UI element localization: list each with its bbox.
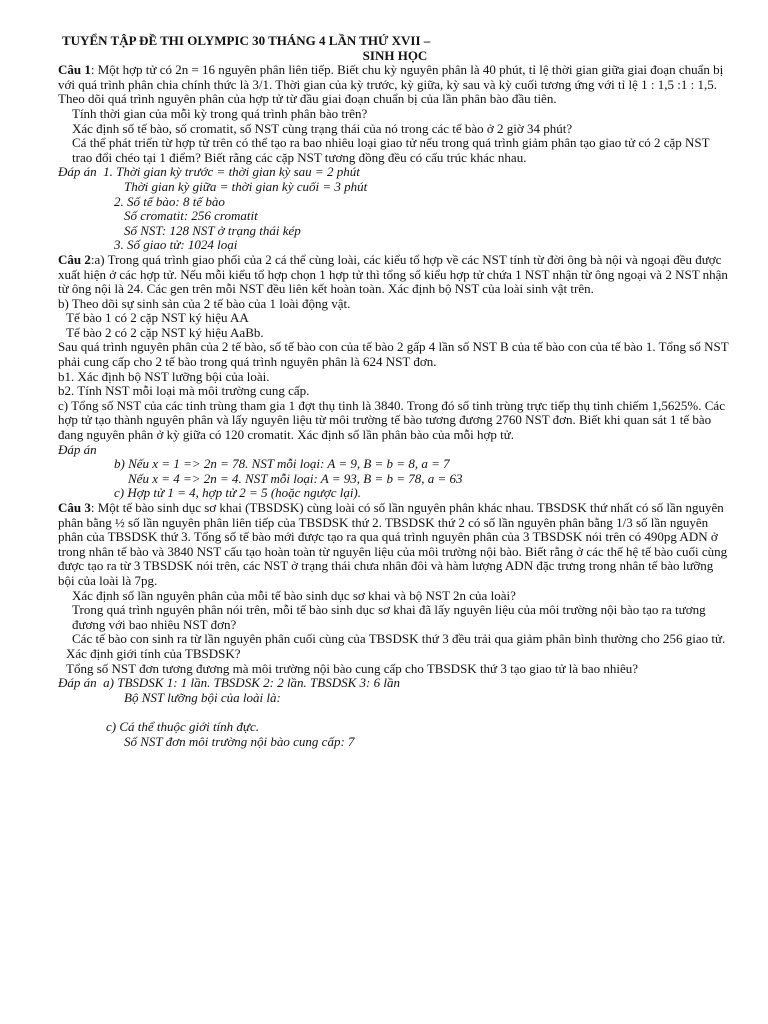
question-2-label: Câu 2 [58, 251, 91, 267]
answer-1-line-4: Số cromatit: 256 cromatit [124, 208, 258, 224]
answer-2-line-3: c) Hợp tử 1 = 4, hợp tử 2 = 5 (hoặc ngược lại). [114, 485, 362, 501]
question-3-sub-4: Xác định giới tính của TBSDSK? [66, 645, 241, 661]
answer-3-line-1: a) TBSDSK 1: 1 lần. TBSDSK 2: 2 lần. TBSDSK 3: 6 lần [103, 675, 400, 691]
question-3-answer [58, 676, 732, 691]
question-3-sub-5: Tổng số NST đơn tương đương mà môi trường nội bào cung cấp cho TBSDSK thứ 3 tạo giao tử là bao nhiêu? [66, 660, 639, 676]
question-2 [58, 253, 732, 297]
question-3-sub-3: Các tế bào con sinh ra từ lần nguyên phân cuối cùng của TBSDSK thứ 3 đều trải qua giảm phân bình thường cho 256 giao tử. [72, 631, 726, 647]
question-3-label: Câu 3 [58, 500, 91, 515]
answer-3-line-2: Bộ NST lưỡng bội của loài là: [124, 689, 281, 705]
answer-1-line-6: 3. Số giao tử: 1024 loại [114, 237, 238, 253]
answer-2-line-2: Nếu x = 4 => 2n = 4. NST mỗi loại: A = 93, B = b = 78, a = 63 [128, 470, 463, 486]
answer-1-line-3: 2. Số tế bào: 8 tế bào [114, 193, 225, 209]
question-2-cell-2: Tế bào 2 có 2 cặp NST ký hiệu AaBb. [66, 324, 264, 340]
question-1-sub-2: Xác định số tế bào, số cromatit, số NST cùng trạng thái của nó trong các tế bào ở 2 giờ 34 phút? [72, 120, 573, 136]
question-2-b: b) Theo dõi sự sinh sản của 2 tế bào của 1 loài động vật. [58, 295, 351, 311]
answer-1-line-1: 1. Thời gian kỳ trước = thời gian kỳ sau = 2 phút [103, 164, 360, 180]
answer-3-line-3: c) Cá thể thuộc giới tính đực. [106, 718, 260, 734]
question-2-b2: b2. Tính NST mỗi loại mà môi trường cung cấp. [58, 383, 310, 399]
question-1-sub-3-text: Cá thể phát triển từ hợp tử trên có thể tạo ra bao nhiêu loại giao tử nếu trong quá trình giảm phân tạo giao tử có 2 cặp NST trao đổi chéo tại 1 điểm? Biết rằng các cặp NST tương đồng đều có cấu trúc khác nhau. [72, 135, 710, 165]
question-3-sub-2: Trong quá trình nguyên phân nói trên, mỗi tế bào sinh dục sơ khai đã lấy nguyên liệu của môi trường nội bào tạo ra tương đương với bao nhiêu NST đơn? [72, 602, 706, 632]
answer-2-line-1: b) Nếu x = 1 => 2n = 78. NST mỗi loại: A = 9, B = b = 8, a = 7 [114, 456, 450, 472]
question-2-b-text: Sau quá trình nguyên phân của 2 tế bào, số tế bào con của tế bào 2 gấp 4 lần số NST B của tế bào con của tế bào 1. Tổng số NST phải cung cấp cho 2 tế bào trong quá trình nguyên phân là 624 NST đơn. [58, 339, 729, 370]
answer-label: Đáp án [58, 675, 97, 691]
document-subtitle: SINH HỌC [362, 47, 428, 63]
answer-1-line-5: Số NST: 128 NST ở trạng thái kép [124, 222, 301, 238]
question-1-sub-1: Tính thời gian của mỗi kỳ trong quá trình phân bào trên? [72, 105, 368, 121]
question-1-text: : Một hợp tử có 2n = 16 nguyên phân liên tiếp. Biết chu kỳ nguyên phân là 40 phút, tỉ lệ thời gian giữa giai đoạn chuẩn bị với quá trình phân chia chính thức là 3/1. Thời gian của kỳ trước, kỳ giữa, kỳ sau và kỳ cuối tương ứng với tỉ lệ 1 : 1,5 :1 : 1,5. Theo dõi quá trình nguyên phân của hợp tử từ đầu giai đoạn chuẩn bị của lần phân bào đầu tiên. [58, 62, 724, 107]
question-1-answer [58, 165, 732, 180]
question-2-text: :a) Trong quá trình giao phối của 2 cá thể cùng loài, các kiểu tổ hợp về các NST tính từ đời ông bà nội và ngoại đều được xuất hiện ở các hợp tử. Nếu mỗi kiểu tổ hợp chọn 1 hợp tử thì tổng số kiểu hợp tử chứa 1 NST nhận từ ông ngoại và 2 NST nhận từ ông nội là 24. Các gen trên mỗi NST đều liên kết hoàn toàn. Xác định bộ NST của loài sinh vật trên. [58, 251, 728, 297]
question-1 [58, 63, 732, 107]
spacer [58, 705, 732, 720]
question-1-label: Câu 1 [58, 62, 91, 78]
answer-1-line-2: Thời gian kỳ giữa = thời gian kỳ cuối = 3 phút [124, 178, 368, 194]
answer-label: Đáp án [58, 164, 97, 180]
question-1-sub-3 [58, 136, 732, 165]
question-3-text: : Một tế bào sinh dục sơ khai (TBSDSK) cùng loài có số lần nguyên phân khác nhau. TBSDSK thứ nhất có số lần nguyên phân bằng ½ số lần nguyên phân liên tiếp của TBSDSK thứ 2. TBSDSK thứ 2 có số lần nguyên phân bằng 1/3 số lần nguyên phân của TBSDSK thứ 3. Tổng số tế bào mới được tạo ra qua quá trình nguyên phân của 3 TBSDSK nói trên có 490pg ADN ở trong nhân tế bào và 3840 NST cấu tạo hoàn toàn từ nguyên liệu của môi trường nội bào. Biết rằng ở các thế hệ tế bào cuối cùng được tạo ra từ 3 TBSDSK nói trên, các NST ở trạng thái chưa nhân đôi và hàm lượng ADN đặc trưng trong nhân tế bào lưỡng bội của loài là 7pg. [58, 500, 728, 588]
question-3 [58, 501, 732, 589]
question-2-b1: b1. Xác định bộ NST lưỡng bội của loài. [58, 368, 270, 384]
question-2-answer-label: Đáp án [58, 441, 97, 457]
document-title: TUYỂN TẬP ĐỀ THI OLYMPIC 30 THÁNG 4 LẦN THỨ XVII – [62, 33, 431, 48]
question-2-c: c) Tổng số NST của các tinh trùng tham gia 1 đợt thụ tinh là 3840. Trong đó số tinh trùng trực tiếp thụ tinh chiếm 1,5625%. Các hợp tử tạo thành nguyên phân và lấy nguyên liệu từ môi trường tế bào tương đương 2760 NST đơn. Biết khi quan sát 1 tế bào đang nguyên phân ở kỳ giữa có 120 cromatit. Xác định số lần phân bào của mỗi hợp tử. [58, 397, 725, 443]
question-2-cell-1: Tế bào 1 có 2 cặp NST ký hiệu AA [66, 310, 249, 326]
answer-3-line-4: Số NST đơn môi trường nội bào cung cấp: 7 [124, 733, 355, 749]
question-3-sub-1: Xác định số lần nguyên phân của mỗi tế bào sinh dục sơ khai và bộ NST 2n của loài? [72, 587, 516, 603]
